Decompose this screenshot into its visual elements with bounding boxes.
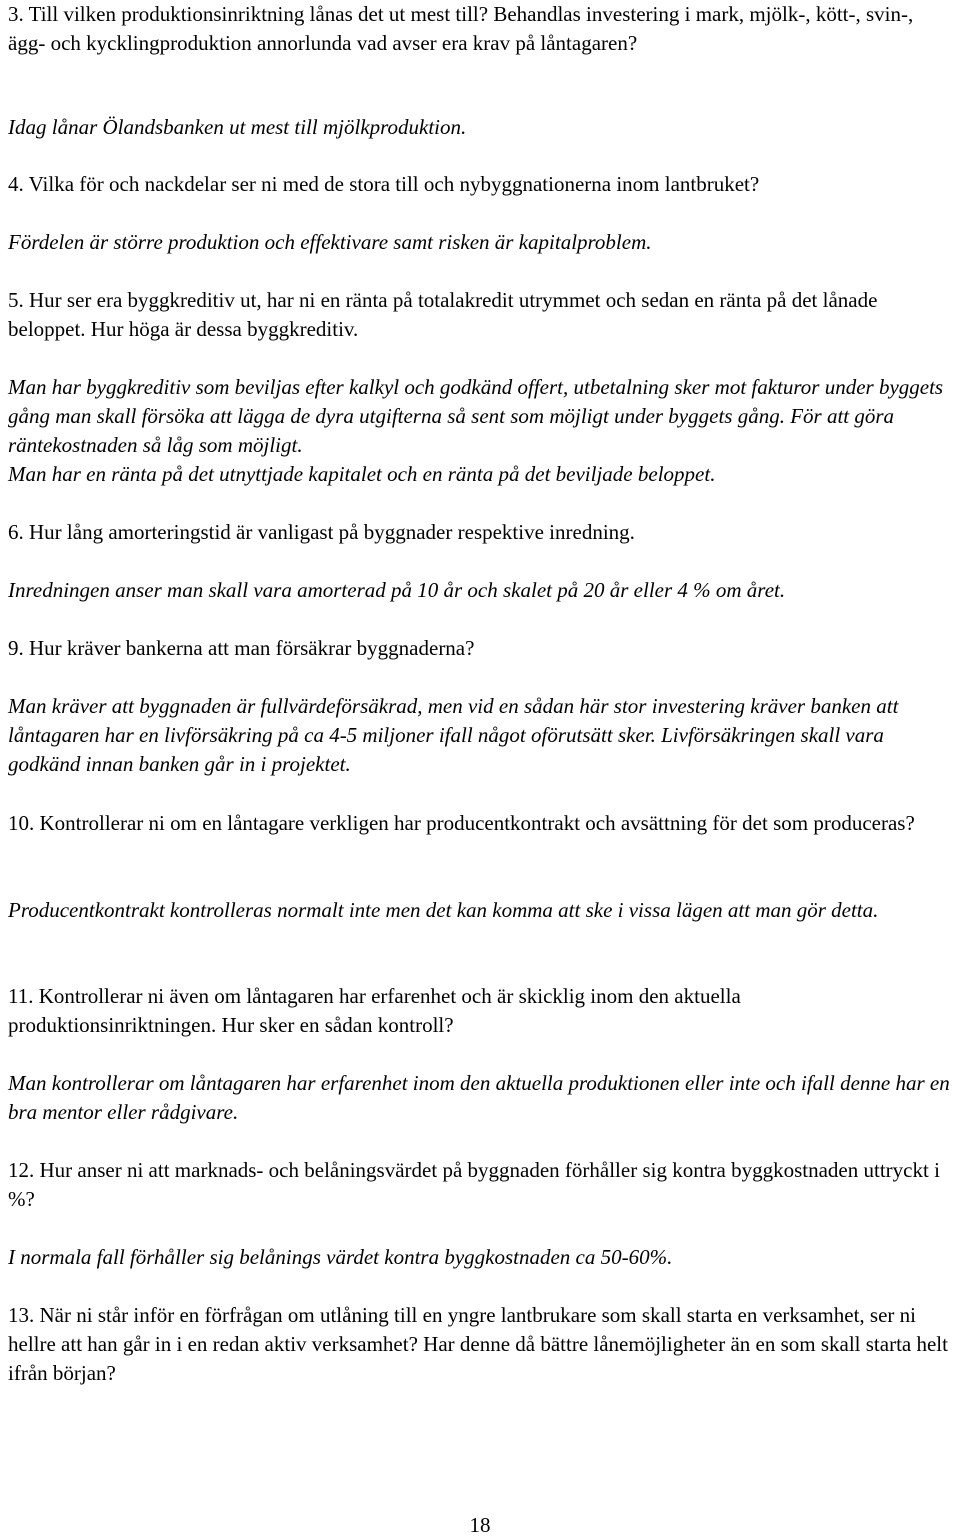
- question-3: 3. Till vilken produktionsinriktning lånas det ut mest till? Behandlas investering i mark, mjölk-, kött-, svin-, ägg- och kycklingproduktion annorlunda vad avser era krav på låntagaren?: [8, 2, 914, 55]
- question-10: 10. Kontrollerar ni om en låntagare verkligen har producentkontrakt och avsättning för det som produceras?: [8, 811, 915, 835]
- question-13: 13. När ni står inför en förfrågan om utlåning till en yngre lantbrukare som skall starta en verksamhet, ser ni hellre att han går in i en redan aktiv verksamhet? Har denne då bättre lånemöjligheter än en som skall starta helt ifrån början?: [8, 1303, 948, 1385]
- answer-11: Man kontrollerar om låntagaren har erfarenhet inom den aktuella produktionen eller inte och ifall denne har en bra mentor eller rådgivare.: [8, 1071, 950, 1124]
- answer-12: I normala fall förhåller sig belånings värdet kontra byggkostnaden ca 50-60%.: [8, 1245, 673, 1269]
- answer-3: Idag lånar Ölandsbanken ut mest till mjölkproduktion.: [8, 115, 467, 139]
- answer-10: Producentkontrakt kontrolleras normalt inte men det kan komma att ske i vissa lägen att man gör detta.: [8, 898, 879, 922]
- question-4: 4. Vilka för och nackdelar ser ni med de stora till och nybyggnationerna inom lantbruket?: [8, 172, 760, 196]
- answer-5: Man har byggkreditiv som beviljas efter kalkyl och godkänd offert, utbetalning sker mot fakturor under byggets gång man skall försöka att lägga de dyra utgifterna så sent som möjligt under byggets gång. För att göra räntekostnaden så låg som möjligt.: [8, 375, 944, 457]
- question-6: 6. Hur lång amorteringstid är vanligast på byggnader respektive inredning.: [8, 520, 635, 544]
- answer-6: Inredningen anser man skall vara amorterad på 10 år och skalet på 20 år eller 4 % om året.: [8, 578, 786, 602]
- question-5: 5. Hur ser era byggkreditiv ut, har ni en ränta på totalakredit utrymmet och sedan en ränta på det lånade beloppet. Hur höga är dessa byggkreditiv.: [8, 288, 878, 341]
- question-11: 11. Kontrollerar ni även om låntagaren har erfarenhet och är skicklig inom den aktuella produktionsinriktningen. Hur sker en sådan kontroll?: [8, 984, 741, 1037]
- question-12: 12. Hur anser ni att marknads- och belåningsvärdet på byggnaden förhåller sig kontra byggkostnaden uttryckt i %?: [8, 1158, 940, 1211]
- answer-5-extra: Man har en ränta på det utnyttjade kapitalet och en ränta på det beviljade beloppet.: [8, 462, 716, 486]
- answer-4: Fördelen är större produktion och effektivare samt risken är kapitalproblem.: [8, 230, 652, 254]
- question-9: 9. Hur kräver bankerna att man försäkrar byggnaderna?: [8, 636, 475, 660]
- answer-9: Man kräver att byggnaden är fullvärdeförsäkrad, men vid en sådan här stor investering kräver banken att låntagaren har en livförsäkring på ca 4-5 miljoner ifall något oförutsätt sker. Livförsäkringen skall vara godkänd innan banken går in i projektet.: [8, 694, 899, 776]
- page-number: 18: [469, 1513, 491, 1537]
